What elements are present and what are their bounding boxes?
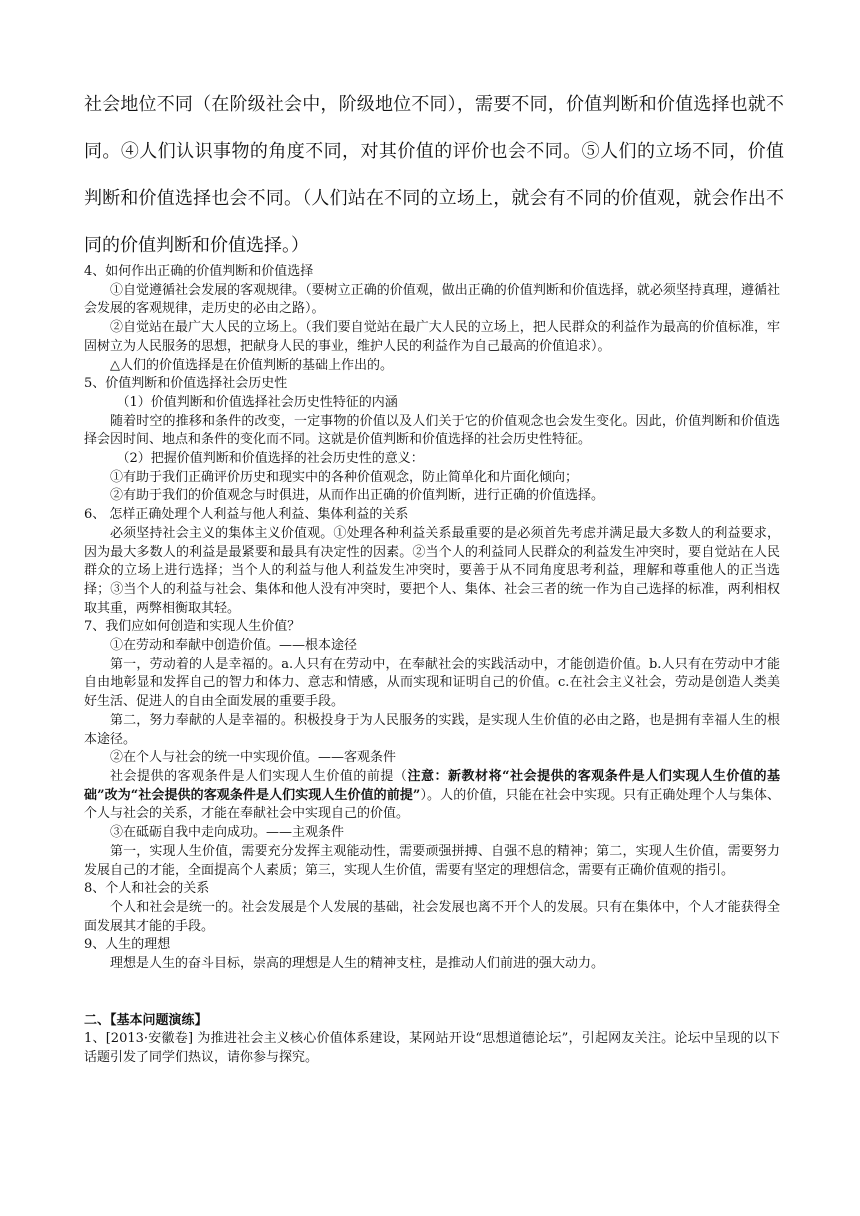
s5-para-1: 随着时空的推移和条件的改变，一定事物的价值以及人们关于它的价值观念也会发生变化。因此，价值判断和价值选择会因时间、地点和条件的变化而不同。这就是价值判断和价值选择的社会历史性特征。 [84,413,780,448]
s5-sub-1: （1）价值判断和价值选择社会历史性特征的内涵 [116,394,398,410]
s7-para-a1: 第一，劳动着的人是幸福的。a.人只有在劳动中，在奉献社会的实践活动中，才能创造价值。b.人只有在劳动中才能自由地彰显和发挥自己的智力和体力、意志和情感，从而实现和证明自己的价值。c.在社会主义社会，劳动是创造人类美好生活、促进人的自由全面发展的重要手段。 [84,656,780,710]
s9-para-1: 理想是人生的奋斗目标，崇高的理想是人生的精神支柱，是推动人们前进的强大动力。 [110,956,605,972]
s7-para-c1: 第一，实现人生价值，需要充分发挥主观能动性，需要顽强拼搏、自强不息的精神；第二，实现人生价值，需要努力发展自己的才能，全面提高个人素质；第三，实现人生价值，需要有坚定的理想信念，需要有正确价值观的指引。 [84,843,780,878]
document-body [84,263,780,1068]
part-2-heading: 二、【基本问题演练】 [84,1012,208,1028]
s7-point-c: ③在砥砺自我中走向成功。——主观条件 [110,825,345,841]
section-6-heading: 6、 怎样正确处理个人利益与他人利益、集体利益的关系 [84,507,409,523]
question-1: 1、[2013·安徽卷] 为推进社会主义核心价值体系建设，某网站开设“思想道德论坛”，引起网友关注。论坛中呈现的以下话题引发了同学们热议，请你参与探究。 [84,1031,780,1066]
s4-point-1: ①自觉遵循社会发展的客观规律。（要树立正确的价值观，做出正确的价值判断和价值选择，就必须坚持真理，遵循社会发展的客观规律，走历史的必由之路）。 [84,282,780,317]
s5-point-1: ①有助于我们正确评价历史和现实中的各种价值观念，防止简单化和片面化倾向； [110,469,579,485]
section-5-heading: 5、价值判断和价值选择社会历史性 [84,376,288,392]
s7-para-a2: 第二，努力奉献的人是幸福的。积极投身于为人民服务的实践，是实现人生价值的必由之路，也是拥有幸福人生的根本途径。 [84,712,780,747]
continued-paragraph [84,81,784,269]
section-9-heading: 9、人生的理想 [84,937,171,953]
s7-b1-post: ）。人的价值，只能在社会中实现。只有正确处理个人与集体、个人与社会的关系，才能在奉献社会中实现自己的价值。 [84,787,780,822]
section-8-heading: 8、个人和社会的关系 [84,881,210,897]
s4-point-2: ②自觉站在最广大人民的立场上。（我们要自觉站在最广大人民的立场上，把人民群众的利益作为最高的价值标准，牢固树立为人民服务的思想，把献身人民的事业，维护人民的利益作为自己最高的价值追求）。 [84,320,780,354]
blank-space [84,974,780,1012]
s7-para-b1 [84,768,780,824]
s5-point-2: ②有助于我们的价值观念与时俱进，从而作出正确的价值判断，进行正确的价值选择。 [110,488,605,504]
section-7-heading: 7、我们应如何创造和实现人生价值？ [84,619,301,635]
s7-point-a: ①在劳动和奉献中创造价值。——根本途径 [110,638,358,654]
s4-note: △人们的价值选择是在价值判断的基础上作出的。 [110,357,393,373]
top-paragraph: 社会地位不同（在阶级社会中，阶级地位不同），需要不同，价值判断和价值选择也就不同。④人们认识事物的角度不同，对其价值的评价也会不同。⑤人们的立场不同，价值判断和价值选择也会不同。（人们站在不同的立场上，就会有不同的价值观，就会作出不同的价值判断和价值选择。） [84,94,784,256]
s7-b1-note: 注意：新教材将“社会提供的客观条件是人们实现人生价值的基础”改为“社会提供的客观条件是人们实现人生价值的前提” [84,768,780,803]
s7-b1-pre: 社会提供的客观条件是人们实现人生价值的前提（ [110,768,408,784]
s6-para-1: 必须坚持社会主义的集体主义价值观。①处理各种利益关系最重要的是必须首先考虑并满足最大多数人的利益要求，因为最大多数人的利益是最紧要和最具有决定性的因素。②当个人的利益同人民群众的利益发生冲突时，要自觉站在人民群众的立场上进行选择；当个人的利益与他人利益发生冲突时，要善于从不同角度思考利益，理解和尊重他人的正当选择；③当个人的利益与社会、集体和他人没有冲突时，要把个人、集体、社会三者的统一作为自己选择的标准，两利相权取其重，两弊相衡取其轻。 [84,525,780,616]
section-4-heading: 4、如何作出正确的价值判断和价值选择 [84,264,314,279]
s8-para-1: 个人和社会是统一的。社会发展是个人发展的基础，社会发展也离不开个人的发展。只有在集体中，个人才能获得全面发展其才能的手段。 [84,899,780,934]
s5-sub-2: （2）把握价值判断和价值选择的社会历史性的意义： [116,451,424,467]
s7-point-b: ②在个人与社会的统一中实现价值。——客观条件 [110,750,397,766]
